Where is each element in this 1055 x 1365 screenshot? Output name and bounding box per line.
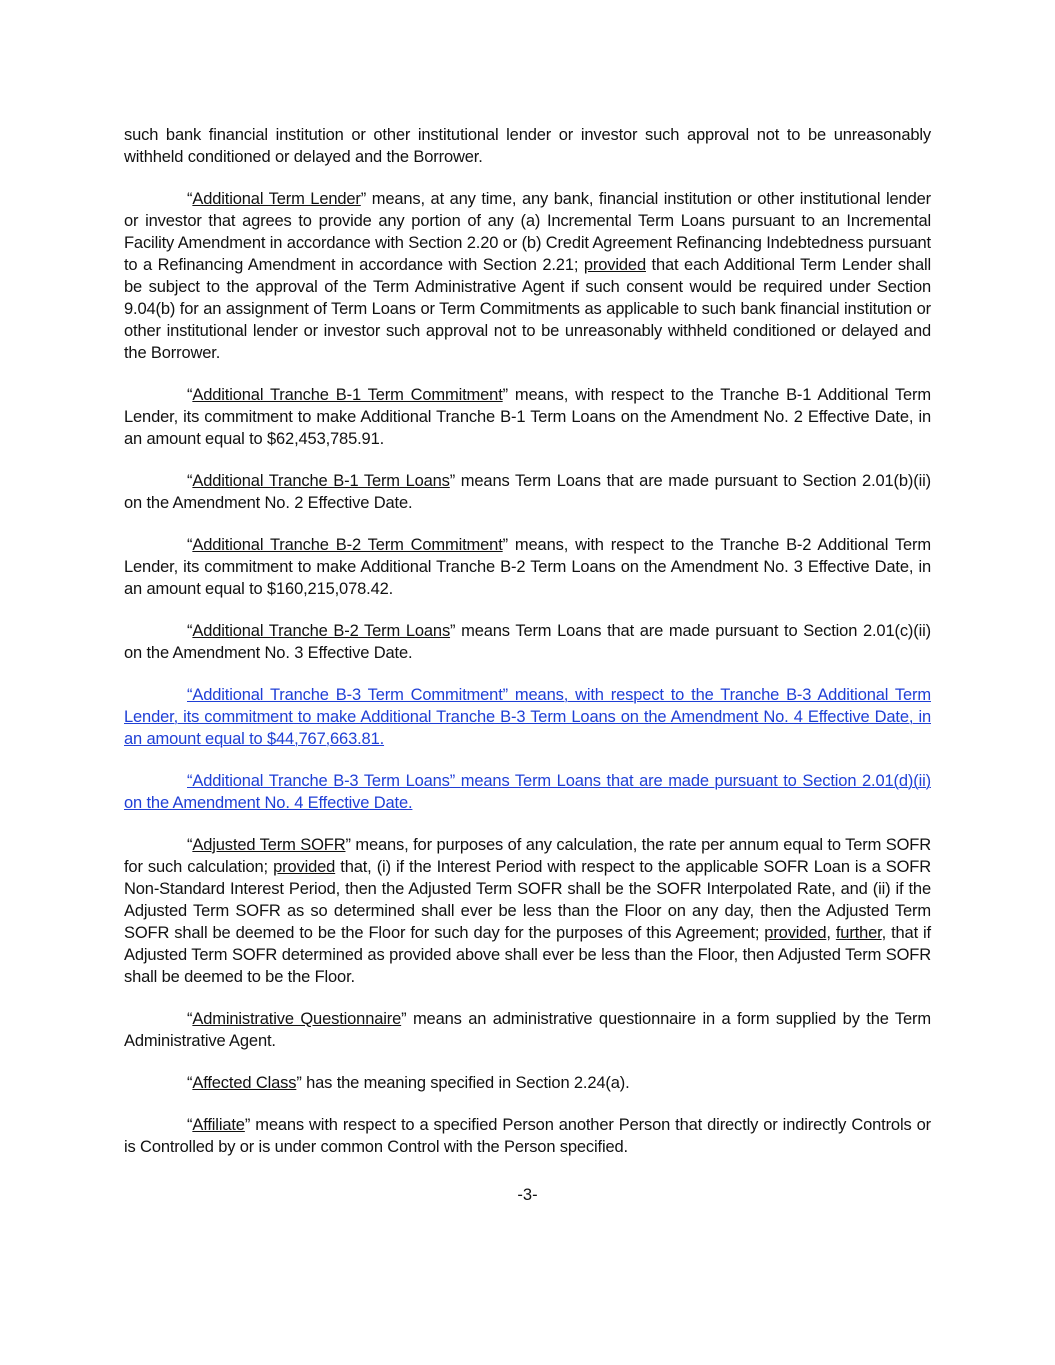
definition-paragraph (124, 384, 931, 450)
definition-paragraph (124, 470, 931, 514)
continuation-paragraph (124, 124, 931, 168)
definition-paragraph (124, 534, 931, 600)
paragraph-text: ” means, with respect to the Tranche B-1 Additional Term Lender, its commitment to make Additional Tranche B-1 Term Loans on the Amendment No. 2 Effective Date, in an amount equal to $62,453,785.91. (124, 386, 931, 448)
paragraph-text: “ (187, 1010, 193, 1028)
definition-paragraph (124, 188, 931, 364)
defined-term: provided (273, 858, 336, 876)
defined-term: Additional Tranche B-2 Term Commitment (192, 536, 503, 554)
inserted-definition-paragraph (124, 770, 931, 814)
paragraph-text: that, (i) if the Interest Period with respect to the applicable SOFR Loan is a SOFR Non-Standard Interest Period, then the Adjusted Term SOFR shall be the SOFR Interpolated Rate, and (ii) if the Adjusted Term SOFR as so determined shall ever be less than the Floor on any day, then the Adjusted Term SOFR shall be deemed to be the Floor for such day for the purposes of this Agreement; (124, 858, 931, 942)
paragraph-text: ” has the meaning specified in Section 2.24(a). (296, 1074, 630, 1092)
inserted-definition-paragraph (124, 684, 931, 750)
definition-paragraph (124, 834, 931, 988)
paragraph-text: “ (187, 1074, 193, 1092)
paragraph-text: “ (187, 1116, 193, 1134)
defined-term: provided (583, 256, 646, 274)
defined-term: Additional Tranche B-2 Term Loans (192, 622, 451, 640)
definition-paragraph (124, 1114, 931, 1158)
defined-term: Affiliate (192, 1116, 245, 1134)
paragraph-text: ” means, for purposes of any calculation, the rate per annum equal to Term SOFR for such calculation; (124, 836, 931, 876)
defined-term: Additional Tranche B-1 Term Loans (192, 472, 450, 490)
paragraph-text: “ (187, 190, 193, 208)
paragraph-text: “ (187, 386, 193, 404)
defined-term: further (835, 924, 882, 942)
paragraph-text: ” means, at any time, any bank, financial institution or other institutional lender or investor that agrees to provide any portion of any (a) Incremental Term Loans pursuant to an Incremental Facility Amendment in accordance with Section 2.20 or (b) Credit Agreement Refinancing Indebtedness pursuant to a Refinancing Amendment in accordance with Section 2.21; (124, 190, 931, 274)
defined-term: Adjusted Term SOFR (192, 836, 346, 854)
defined-term: Additional Tranche B-1 Term Commitment (192, 386, 503, 404)
paragraph-text: ” means with respect to a specified Person another Person that directly or indirectly Controls or is Controlled by or is under common Control with the Person specified. (124, 1116, 931, 1156)
defined-term: provided (764, 924, 827, 942)
document-page (124, 124, 931, 1178)
definitions-body (124, 124, 931, 1158)
paragraph-text: “ (187, 472, 193, 490)
paragraph-text: “ (187, 836, 193, 854)
paragraph-text: ” means an administrative questionnaire in a form supplied by the Term Administrative Agent. (124, 1010, 932, 1050)
defined-term: Affected Class (192, 1074, 297, 1092)
defined-term: Administrative Questionnaire (192, 1010, 402, 1028)
paragraph-text: “Additional Tranche B-3 Term Loans” means Term Loans that are made pursuant to Section 2.01(d)(ii) on the Amendment No. 4 Effective Date. (124, 772, 931, 812)
defined-term: Additional Term Lender (192, 190, 361, 208)
definition-paragraph (124, 620, 931, 664)
paragraph-text: ” means Term Loans that are made pursuant to Section 2.01(b)(ii) on the Amendment No. 2 Effective Date. (124, 472, 931, 512)
paragraph-text: “ (187, 622, 193, 640)
paragraph-text: , (826, 924, 836, 942)
paragraph-text: , that if Adjusted Term SOFR determined as provided above shall ever be less than the Floor, then Adjusted Term SOFR shall be deemed to be the Floor. (124, 924, 931, 986)
page-number: -3- (517, 1186, 538, 1204)
definition-paragraph (124, 1008, 931, 1052)
paragraph-text: that each Additional Term Lender shall be subject to the approval of the Term Administrative Agent if such consent would be required under Section 9.04(b) for an assignment of Term Loans or Term Commitments as applicable to such bank financial institution or other institutional lender or investor such approval not to be unreasonably withheld conditioned or delayed and the Borrower. (124, 256, 932, 362)
paragraph-text: “Additional Tranche B-3 Term Commitment” means, with respect to the Tranche B-3 Additional Term Lender, its commitment to make Additional Tranche B-3 Term Loans on the Amendment No. 4 Effective Date, in an amount equal to $44,767,663.81. (124, 686, 931, 748)
paragraph-text: such bank financial institution or other institutional lender or investor such approval not to be unreasonably withheld conditioned or delayed and the Borrower. (124, 126, 931, 166)
paragraph-text: ” means Term Loans that are made pursuant to Section 2.01(c)(ii) on the Amendment No. 3 Effective Date. (124, 622, 931, 662)
definition-paragraph (124, 1072, 931, 1094)
paragraph-text: ” means, with respect to the Tranche B-2 Additional Term Lender, its commitment to make Additional Tranche B-2 Term Loans on the Amendment No. 3 Effective Date, in an amount equal to $160,215,078.42. (124, 536, 931, 598)
paragraph-text: “ (187, 536, 193, 554)
